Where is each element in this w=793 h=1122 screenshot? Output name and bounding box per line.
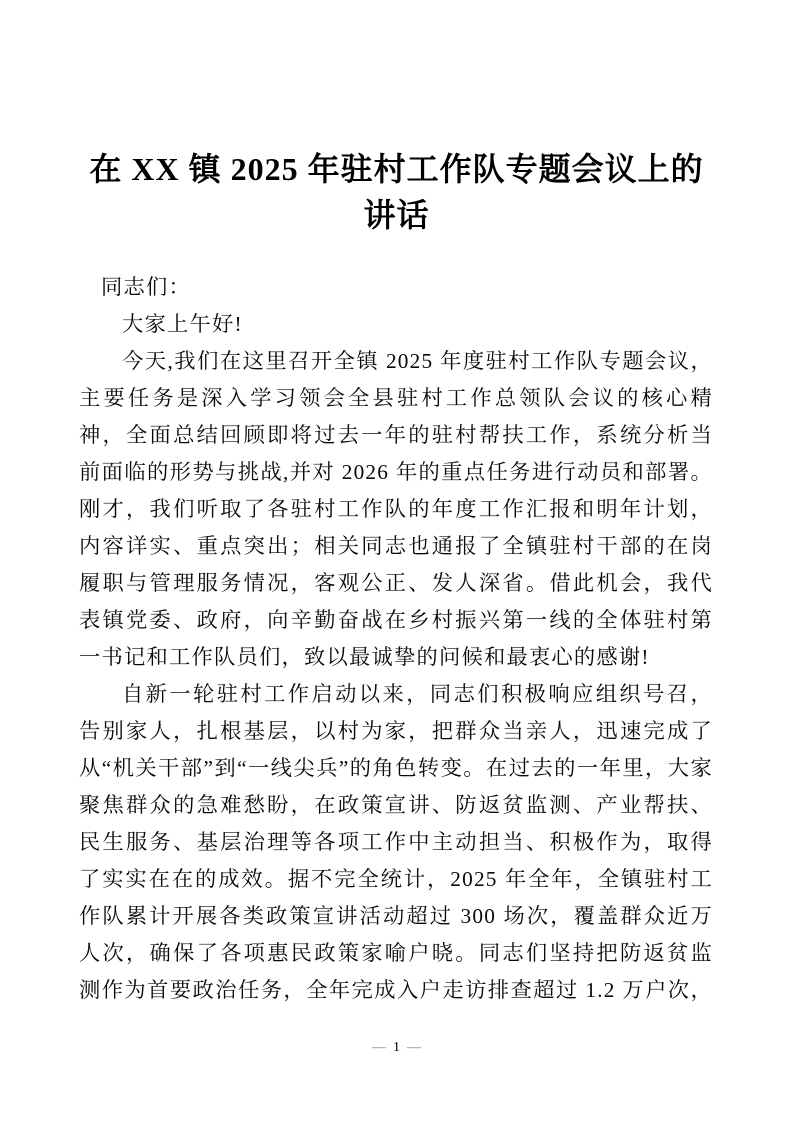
- body-line: 前面临的形势与挑战,并对 2026 年的重点任务进行动员和部署。: [79, 460, 713, 484]
- body-line: 从“机关干部”到“一线尖兵”的角色转变。在过去的一年里，大家: [79, 756, 713, 780]
- body-line: 民生服务、基层治理等各项工作中主动担当、积极作为，取得: [79, 830, 713, 854]
- body-line: 作队累计开展各类政策宣讲活动超过 300 场次，覆盖群众近万: [79, 904, 713, 928]
- body-line: 大家上午好!: [122, 312, 243, 336]
- body-line: 内容详实、重点突出；相关同志也通报了全镇驻村干部的在岗: [79, 534, 713, 558]
- footer-dash-left: —: [372, 1040, 386, 1055]
- page-number: 1: [393, 1040, 400, 1055]
- body-line: 聚焦群众的急难愁盼，在政策宣讲、防返贫监测、产业帮扶、: [79, 793, 713, 817]
- body-line: 同志们：: [101, 275, 191, 299]
- body-line: 人次，确保了各项惠民政策家喻户晓。同志们坚持把防返贫监: [79, 941, 713, 965]
- page-footer: [0, 1038, 793, 1058]
- title-line-2: 讲话: [363, 197, 430, 233]
- body-line: 自新一轮驻村工作启动以来，同志们积极响应组织号召，: [122, 682, 713, 706]
- body-line: 今天,我们在这里召开全镇 2025 年度驻村工作队专题会议，: [122, 349, 713, 373]
- document-title: [0, 146, 793, 238]
- body-line: 刚才，我们听取了各驻村工作队的年度工作汇报和明年计划，: [79, 497, 713, 521]
- body-line: 主要任务是深入学习领会全县驻村工作总领队会议的核心精: [79, 386, 713, 410]
- body-line: 一书记和工作队员们，致以最诚挚的问候和最衷心的感谢!: [79, 645, 650, 669]
- document-body: [79, 269, 713, 1009]
- body-line: 了实实在在的成效。据不完全统计，2025 年全年，全镇驻村工: [79, 867, 713, 891]
- body-line: 测作为首要政治任务，全年完成入户走访排查超过 1.2 万户次，: [79, 978, 713, 1002]
- footer-dash-right: —: [407, 1040, 421, 1055]
- body-line: 表镇党委、政府，向辛勤奋战在乡村振兴第一线的全体驻村第: [79, 608, 713, 632]
- body-line: 神，全面总结回顾即将过去一年的驻村帮扶工作，系统分析当: [79, 423, 713, 447]
- title-line-1: 在 XX 镇 2025 年驻村工作队专题会议上的: [89, 151, 704, 187]
- body-line: 告别家人，扎根基层，以村为家，把群众当亲人，迅速完成了: [79, 719, 713, 743]
- body-line: 履职与管理服务情况，客观公正、发人深省。借此机会，我代: [79, 571, 713, 595]
